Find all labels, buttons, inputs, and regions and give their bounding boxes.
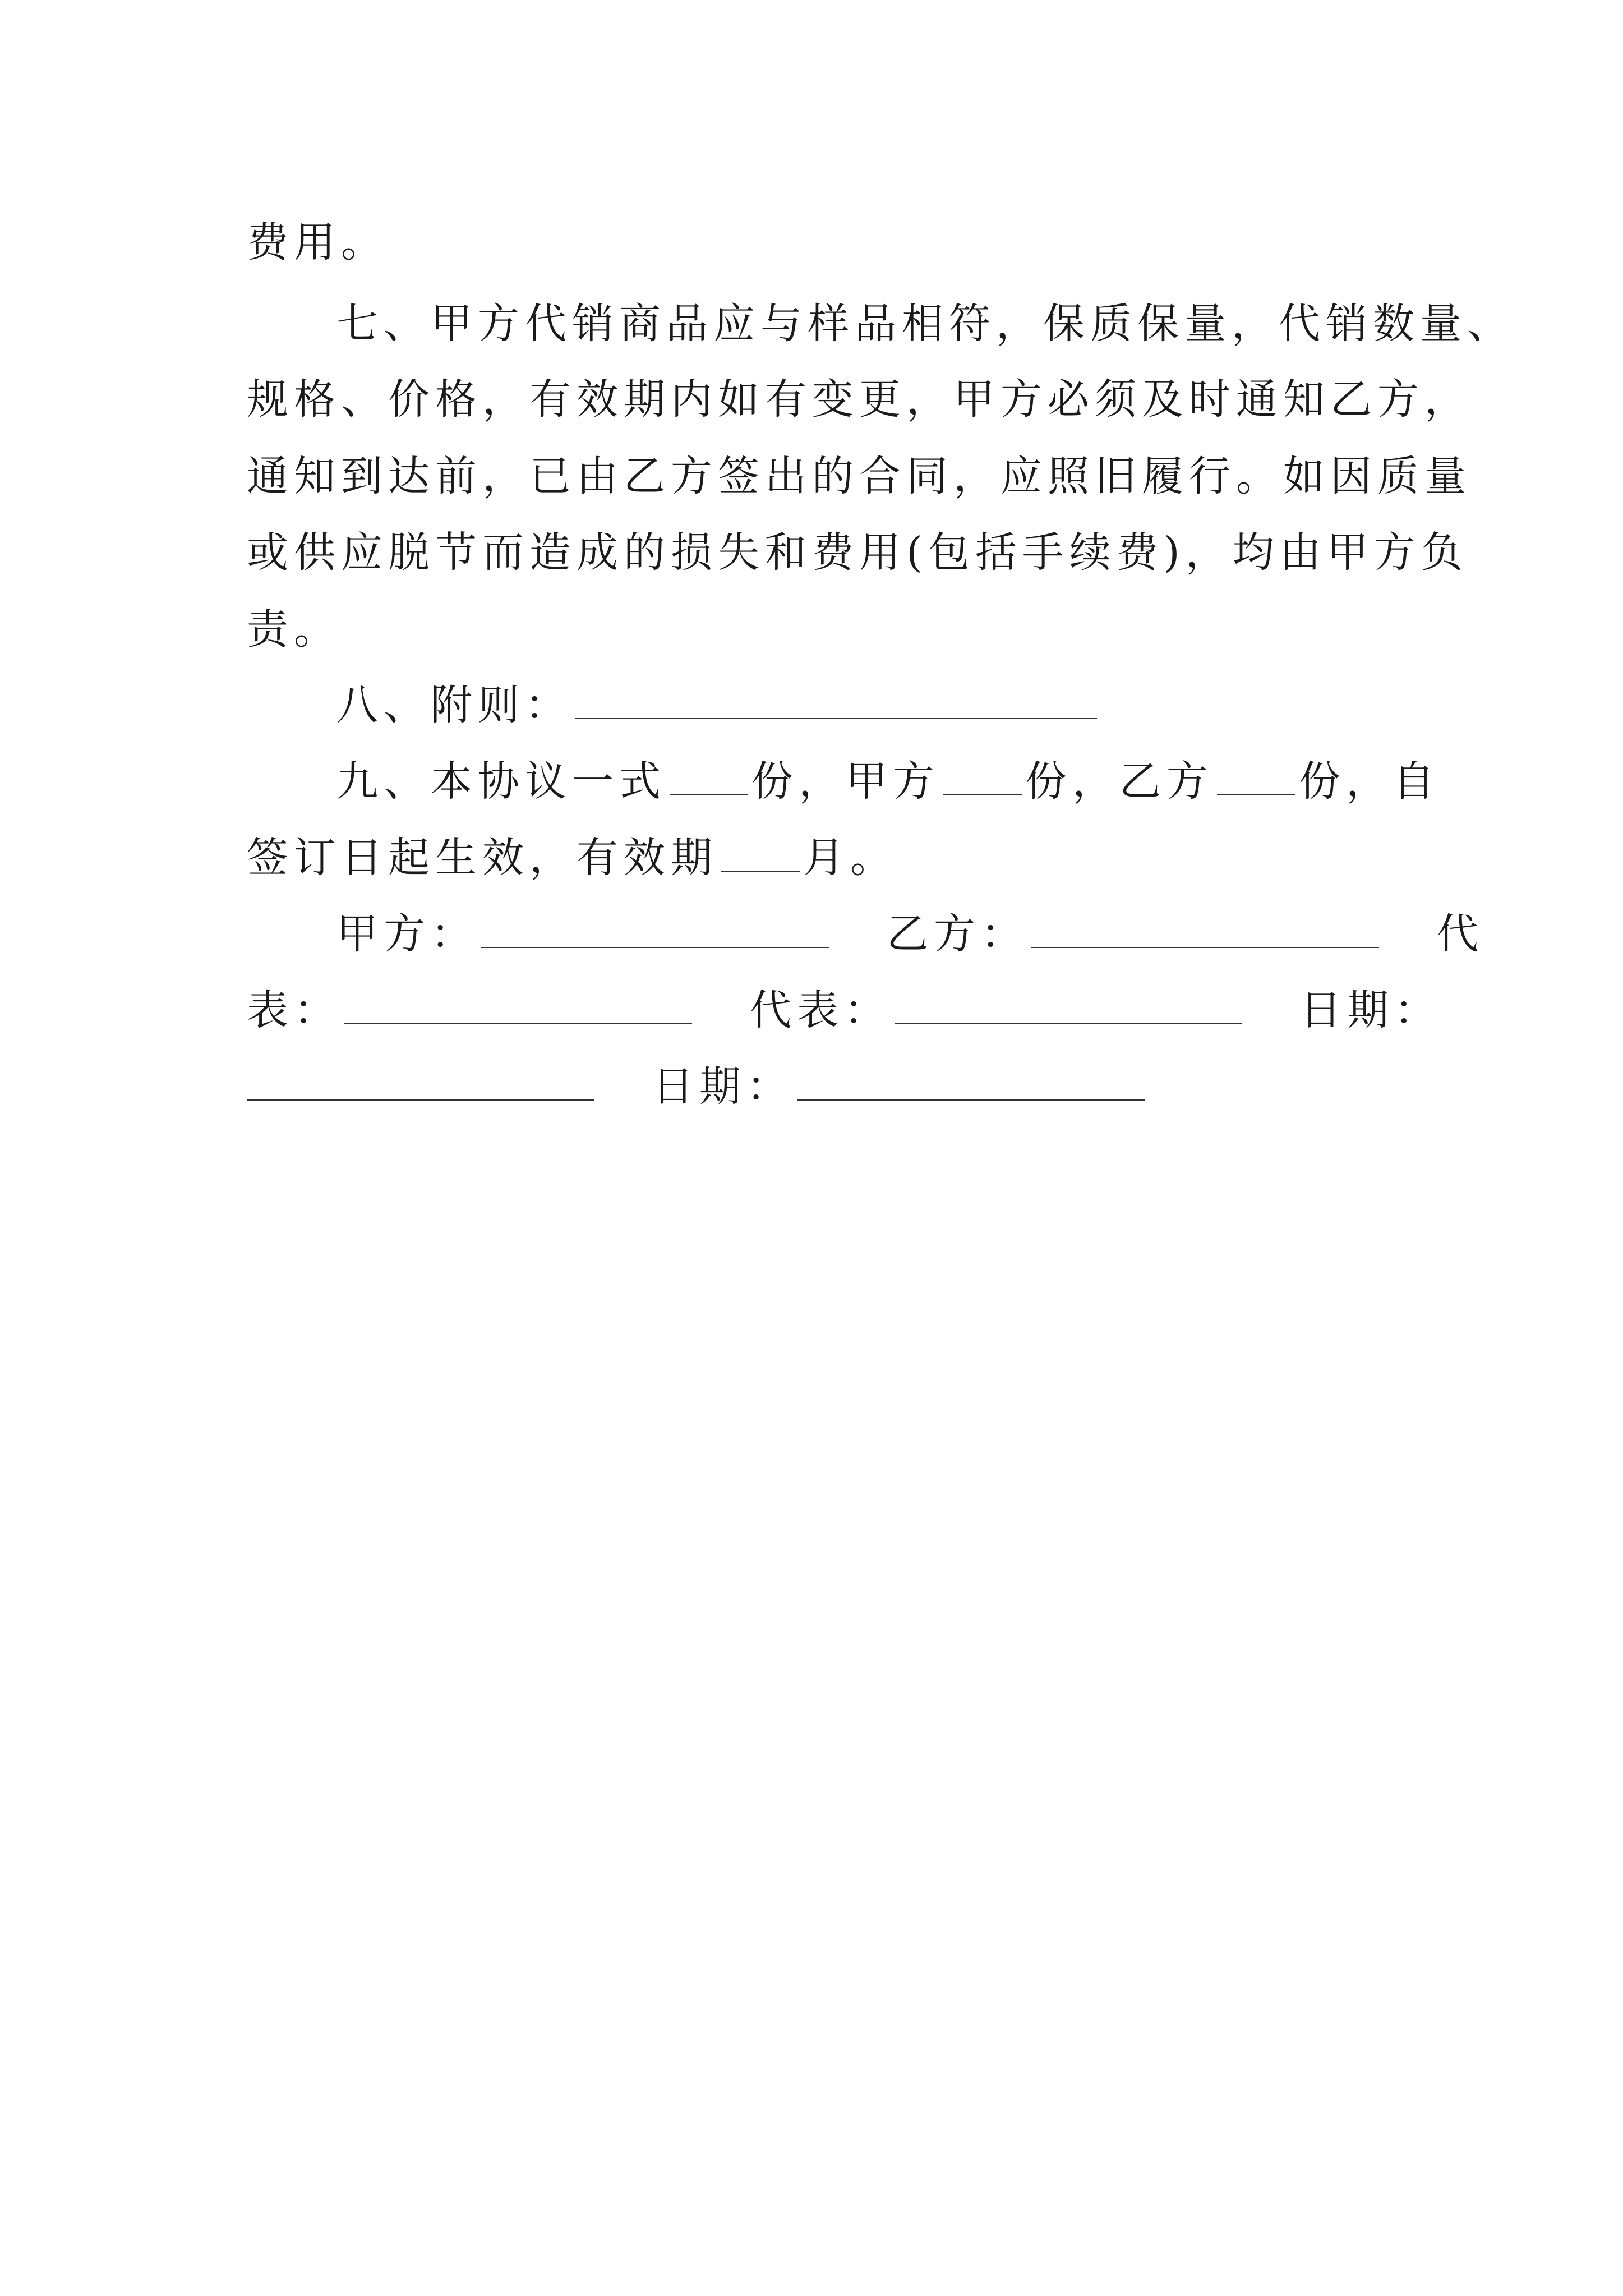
rep-label-end: 表： (247, 986, 341, 1034)
blank-field (344, 1023, 692, 1024)
clause-9-text: 签订日起生效，有效期 (247, 834, 718, 882)
blank-field (1031, 946, 1379, 948)
party-a-label: 甲方： (336, 910, 478, 958)
blank-field (721, 870, 800, 872)
clause-8-label: 八、附则： (336, 681, 572, 729)
blank-field (1217, 794, 1295, 795)
clause-9-text: 月。 (803, 834, 897, 882)
party-b-label: 乙方： (887, 910, 1029, 958)
blank-field (247, 1099, 594, 1101)
clause-9-line-1 (336, 757, 1440, 806)
clause-9-text: 份，乙方 (1025, 757, 1214, 806)
signature-line-1 (336, 910, 1484, 958)
date-b-label: 日期： (652, 1062, 794, 1111)
blank-field (670, 794, 748, 795)
paragraph-line: 七、甲方代销商品应与样品相符，保质保量，代销数量、 (336, 300, 1514, 348)
blank-field (943, 794, 1022, 795)
date-a-label: 日期： (1300, 986, 1442, 1034)
clause-9-text: 九、本协议一式 (336, 757, 666, 806)
signature-line-2 (247, 986, 1442, 1034)
signature-line-3 (247, 1062, 1148, 1111)
paragraph-line: 规格、价格，有效期内如有变更，甲方必须及时通知乙方， (247, 375, 1472, 424)
rep-label-start: 代 (1437, 910, 1484, 958)
blank-field (481, 946, 829, 948)
clause-9-text: 份，自 (1299, 757, 1440, 806)
blank-field (575, 717, 1097, 719)
blank-field (895, 1023, 1242, 1024)
paragraph-line: 或供应脱节而造成的损失和费用(包括手续费)，均由甲方负 (247, 528, 1468, 577)
paragraph-line: 费用。 (247, 218, 388, 266)
clause-9-text: 份，甲方 (751, 757, 940, 806)
blank-field (797, 1099, 1145, 1101)
paragraph-line: 通知到达前，已由乙方签出的合同，应照旧履行。如因质量 (247, 452, 1472, 500)
clause-8 (336, 681, 1100, 729)
rep-b-label: 代表： (750, 986, 892, 1034)
clause-9-line-2 (247, 834, 897, 882)
paragraph-line: 责。 (247, 605, 341, 654)
